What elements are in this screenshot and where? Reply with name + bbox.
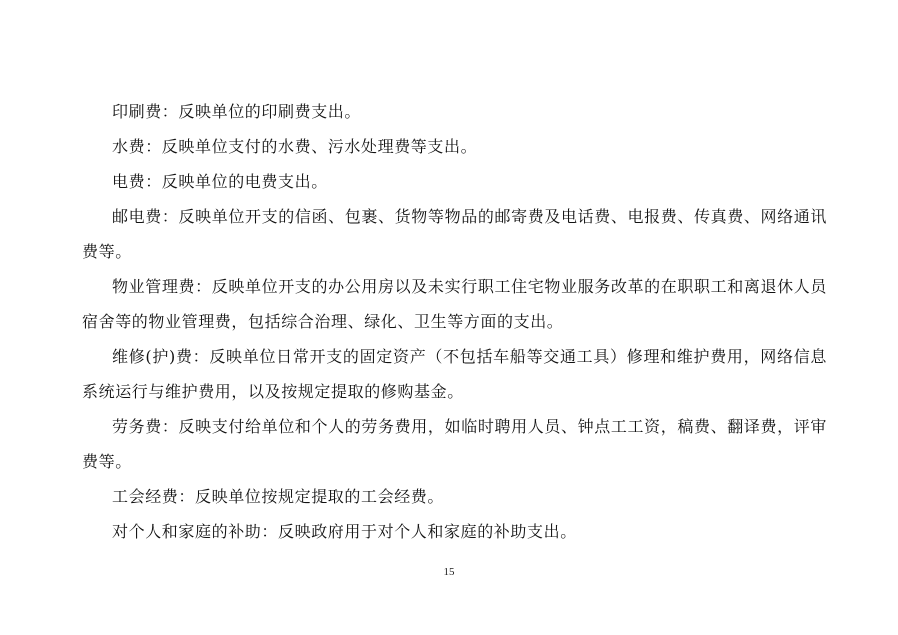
paragraph-maintenance-fee: 维修(护)费：反映单位日常开支的固定资产（不包括车船等交通工具）修理和维护费用，网络信息系统运行与维护费用，以及按规定提取的修购基金。 [82, 347, 827, 401]
paragraph-water-fee: 水费：反映单位支付的水费、污水处理费等支出。 [112, 137, 478, 156]
paragraph-family-subsidy: 对个人和家庭的补助：反映政府用于对个人和家庭的补助支出。 [112, 522, 577, 541]
paragraph-postal-telecom-fee: 邮电费：反映单位开支的信函、包裹、货物等物品的邮寄费及电话费、电报费、传真费、网络通讯费等。 [82, 207, 827, 261]
body-text [82, 94, 827, 549]
paragraph-union-fee: 工会经费：反映单位按规定提取的工会经费。 [112, 487, 445, 506]
paragraph-labor-fee: 劳务费：反映支付给单位和个人的劳务费用，如临时聘用人员、钟点工工资，稿费、翻译费，评审费等。 [82, 417, 827, 471]
paragraph-property-management-fee: 物业管理费：反映单位开支的办公用房以及未实行职工住宅物业服务改革的在职职工和离退休人员宿舍等的物业管理费，包括综合治理、绿化、卫生等方面的支出。 [82, 277, 827, 331]
paragraph-printing-fee: 印刷费：反映单位的印刷费支出。 [112, 102, 362, 121]
page-number: 15 [443, 566, 455, 578]
paragraph-electricity-fee: 电费：反映单位的电费支出。 [112, 172, 328, 191]
